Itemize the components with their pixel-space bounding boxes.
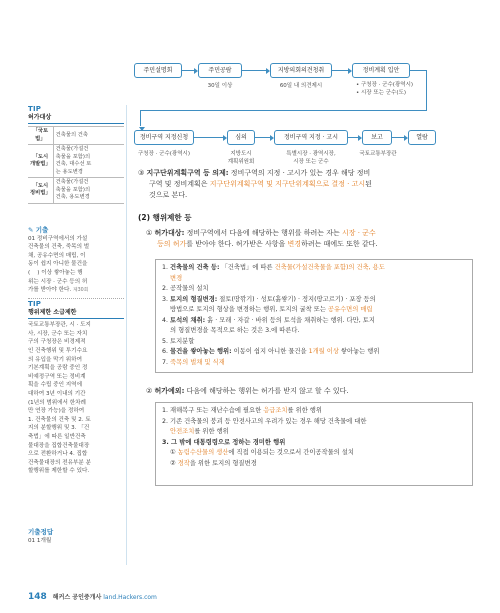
permit-exceptions-paragraph <box>146 386 476 397</box>
tip-retroactive-restriction <box>28 300 124 476</box>
table-row <box>28 178 124 204</box>
list-item-cont: 변경 <box>170 274 183 282</box>
flow-box-inspection: 열람 <box>408 130 436 145</box>
item-text: 정비구역에서 다음에 해당하는 행위를 하려는 자는 <box>184 229 342 237</box>
item-text: 를 받아야 한다. 허가받은 사항을 <box>186 240 288 248</box>
flow-box-local-council-opinion: 지방의회의견청취 <box>270 63 332 78</box>
list-item: 3. 토지의 형질변경: 절토(땅깎기) · 성토(흙쌓기) · 정지(땅고르기) · 포장 등의 <box>162 295 376 303</box>
tip-body: 국토교통부장관, 시 · 도지 사, 시장, 군수 또는 자치 구의 구청장은 비경제적 인 건축행위 및 투기수요 의 유입을 막기 위하여 기본계획을 공람 중인 정 비예정구역 또는 정비계 획을 수립 중인 지역에 대하여 3년 이내의 기간 (1년의 범위에서 한차례 만 연장 가능)을 정하여 1. 건축물의 건축 및 2. 토 지의 분할행위 및 3. 「건 축법」에 따른 일반건축 물대장을 집합건축물대장 으로 전환하거나 4. 집합 건축물대장의 전유부분 분 할행위를 제한할 수 있다. <box>28 322 91 475</box>
flow-box-designation-notice: 정비구역 지정 · 고시 <box>274 130 348 145</box>
list-item: 2. 기존 건축물의 붕괴 등 안전사고의 우려가 있는 경우 해당 건축물에 대한 <box>162 417 367 425</box>
permit-targets-paragraph <box>146 228 476 250</box>
target-cell: 건축물(가설건 축물을 포함)의 건축, 대수선 또 는 용도변경 <box>53 145 124 178</box>
flow-note-request-authority: 구청장 · 군수(광역시) <box>137 151 191 157</box>
list-item: 1. 재해복구 또는 재난수습에 필요한 응급조치를 위한 행위 <box>162 407 322 414</box>
site-url: land.Hackers.com <box>103 594 157 601</box>
flow-note-plan-authority-1: • 구청장 · 군수(광역시) <box>356 82 414 88</box>
flow-note-30days: 30일 이상 <box>207 83 233 89</box>
target-cell: 건축물의 건축 <box>53 127 124 145</box>
flow-box-public-viewing: 주민공람 <box>198 63 242 78</box>
flow-box-plan-drafting: 정비계획 입안 <box>352 63 410 78</box>
item-text: 된 <box>365 180 372 188</box>
sub-item: ② 경작을 위한 토지의 형질변경 <box>170 459 257 467</box>
flow-note-60days: 60일 내 의견제시 <box>279 83 323 89</box>
tip-label: TIP <box>28 300 42 308</box>
item-text: 것으로 본다. <box>149 191 188 199</box>
permit-exception-list <box>155 402 473 486</box>
item-text: 하려는 때에도 또한 같다. <box>301 240 378 248</box>
item-title: 허가예외: <box>154 387 185 395</box>
answer-label: 기출정답 <box>28 528 54 536</box>
flow-box-report: 보고 <box>362 130 392 145</box>
page-footer <box>28 592 157 602</box>
table-row <box>28 127 124 145</box>
flow-note-plan-authority-2: • 시장 또는 군수(도) <box>356 90 406 96</box>
permit-target-table <box>28 126 124 204</box>
list-item: 5. 토지분할 <box>162 337 195 345</box>
exam-label: ✎ 기출 <box>28 226 49 234</box>
item-title: 지구단위계획구역 등 의제: <box>146 169 229 177</box>
list-item: 3. 그 밖에 대통령령으로 정하는 경미한 행위 <box>162 438 286 446</box>
flow-note-notice-authority: 특별시장 · 광역시장, 시장 또는 군수 <box>286 151 336 165</box>
list-item: 7. 죽목의 벌채 및 식재 <box>162 358 225 366</box>
flow-box-designation-request: 정비구역 지정신청 <box>134 130 194 145</box>
law-name-cell: 「도시 개발법」 <box>28 145 53 178</box>
exam-question: 01 정비구역에서의 가설 건축물의 건축, 죽목의 벌 채, 공유수면의 매립, 이 동이 쉽지 아니한 물건을 ( ) 이상 쌓아놓는 행 위는 시장 · 군수 등의 허 가를 받아야 한다. 제30회 <box>28 235 124 299</box>
exam-box <box>28 226 124 299</box>
tip-permit-targets <box>28 105 124 204</box>
item-number: ③ <box>138 169 145 177</box>
law-name-cell: 「국토법」 <box>28 127 53 145</box>
list-item: 2. 공작물의 설치 <box>162 285 209 292</box>
list-item-cont: 방법으로 토지의 형상을 변경하는 행위, 토지의 굴착 또는 공유수면의 매립 <box>170 306 373 313</box>
flow-note-minister: 국토교통부장관 <box>359 151 397 157</box>
book-title: 해커스 공인중개사 <box>52 594 102 601</box>
item-number: ① <box>146 229 153 237</box>
list-item: 1. 건축물의 건축 등: 「건축법」에 따른 건축물(가설건축물을 포함)의 건축, 용도 <box>162 264 385 271</box>
permit-target-list <box>155 259 473 373</box>
exam-answer <box>28 528 124 545</box>
tip-heading: 행위제한 소급제한 <box>28 309 124 320</box>
pencil-icon: ✎ <box>28 226 36 234</box>
section-title: (2) 행위제한 등 <box>138 213 192 222</box>
highlight-text: 지구단위계획구역 및 지구단위계획으로 결정 · 고시 <box>209 180 366 188</box>
flow-box-residents-briefing: 주민설명회 <box>134 63 182 78</box>
answer-text: 01 1개월 <box>28 537 52 544</box>
table-row <box>28 145 124 178</box>
tip-label: TIP <box>28 105 42 113</box>
flow-box-deliberation: 심의 <box>227 130 255 145</box>
list-item-cont: 안전조치를 위한 행위 <box>170 428 229 435</box>
item-3-district-plan <box>138 168 478 201</box>
list-item-cont: 의 형질변경을 목적으로 하는 것은 3.에 따른다. <box>170 327 300 334</box>
item-text: 정비구역의 지정 · 고시가 있는 경우 해당 정비 <box>228 169 371 177</box>
item-text: 다음에 해당하는 행위는 허가를 받지 않고 할 수 있다. <box>184 387 349 395</box>
tip-heading: 허가대상 <box>28 114 124 125</box>
item-title: 허가대상: <box>154 229 185 237</box>
flow-note-committee: 지방도시 계획위원회 <box>227 151 255 165</box>
law-name-cell: 「도시 정비법」 <box>28 178 53 204</box>
highlight-text: 등의 허가 <box>157 240 187 248</box>
target-cell: 건축물(가설건 축물을 포함)의 건축, 용도변경 <box>53 178 124 204</box>
sub-item: ① 농림수산물의 생산에 직접 이용되는 것으로서 간이공작물의 설치 <box>170 449 354 456</box>
highlight-text: 변경 <box>287 240 302 248</box>
list-item: 4. 토석의 채취: 흙 · 모래 · 자갈 · 바위 등의 토석을 채취하는 행위. 다만, 토지 <box>162 316 375 324</box>
exam-ref: 제30회 <box>72 288 89 294</box>
highlight-text: 시장 · 군수 <box>341 229 376 237</box>
list-item: 6. 물건을 쌓아놓는 행위: 이동이 쉽지 아니한 물건을 1개월 이상 쌓아놓는 행위 <box>162 348 380 355</box>
item-number: ② <box>146 387 153 395</box>
item-text: 구역 및 정비계획은 <box>149 180 210 188</box>
page-number: 148 <box>28 592 47 602</box>
